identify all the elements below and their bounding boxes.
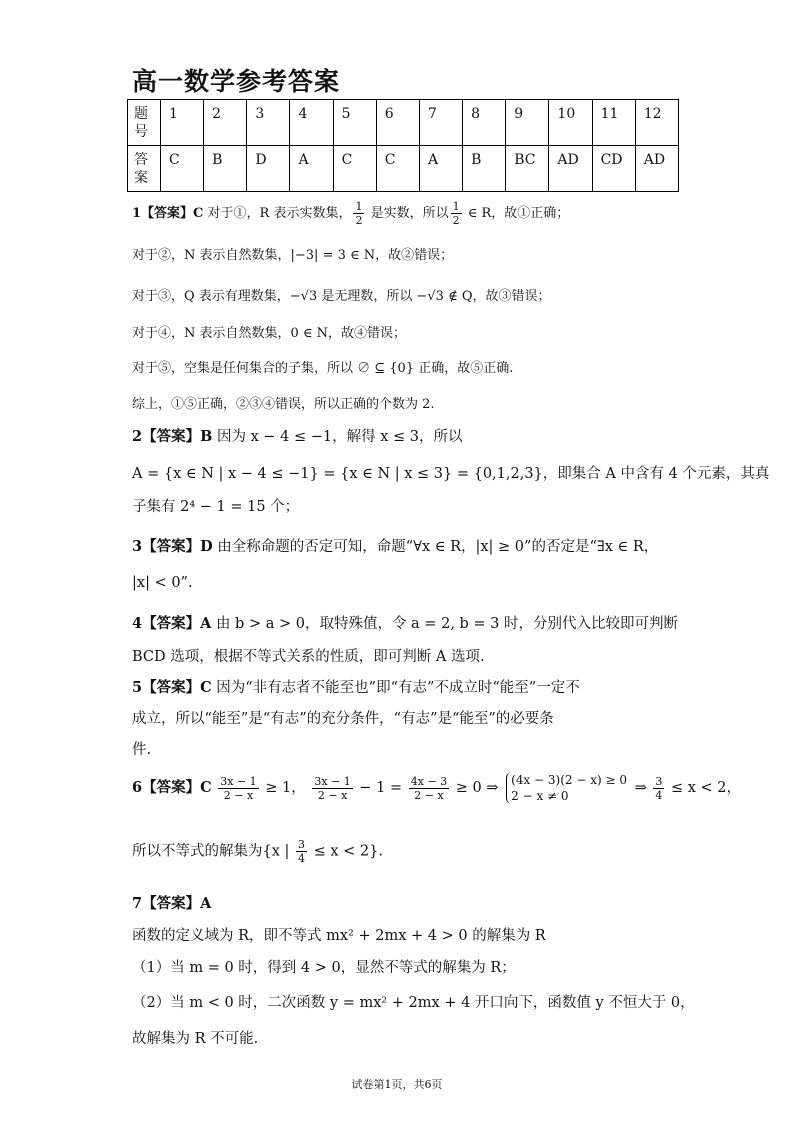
- q6-text: − 1 =: [354, 780, 403, 796]
- q6-text: {x |: [262, 843, 295, 860]
- table-cell: C: [161, 146, 204, 192]
- q2-text: 因为 x − 4 ≤ −1，解得 x ≤ 3，所以: [212, 429, 463, 445]
- table-cell: AD: [549, 146, 592, 192]
- table-header-number: 题号: [128, 100, 161, 146]
- q4-text: 由 b > a > 0，取特殊值，令 a = 2, b = 3 时，分别代入比较即可判断: [211, 616, 678, 632]
- fraction: $\frac{3x - 1}{2 - x}$: [314, 774, 351, 802]
- table-cell: BC: [506, 146, 549, 192]
- table-cell: AD: [635, 146, 678, 192]
- table-cell: 9: [506, 100, 549, 146]
- table-cell: 4: [290, 100, 333, 146]
- q1-line-1: [132, 200, 569, 227]
- fraction: $\frac{1}{2}$: [452, 200, 460, 227]
- table-cell: 1: [161, 100, 204, 146]
- q6-text: 所以不等式的解集为: [132, 843, 263, 860]
- q2-line-1: [132, 425, 462, 446]
- page-title: 高一数学参考答案: [132, 67, 341, 96]
- q1-line-4: 对于④，N 表示自然数集，0 ∈ N，故④错误；: [132, 326, 407, 341]
- table-cell: 2: [204, 100, 247, 146]
- q3-answer-label: 3【答案】D: [132, 538, 213, 555]
- q3-line-2: |x| < 0”.: [132, 575, 193, 591]
- table-cell: B: [204, 146, 247, 192]
- q6-text: ≤ x < 2}.: [309, 843, 383, 860]
- q6-text: ≥ 0 ⇒: [451, 780, 499, 796]
- table-row-numbers: [128, 100, 679, 146]
- q6-line-1: [132, 772, 741, 804]
- table-cell: 5: [333, 100, 376, 146]
- q6-text: ≥ 1，: [260, 780, 306, 796]
- q3-text: 由全称命题的否定可知，命题“∀x ∈ R，|x| ≥ 0”的否定是“∃x ∈ R，: [212, 539, 659, 555]
- q5-line-3: 件.: [132, 742, 152, 758]
- table-cell: 6: [376, 100, 419, 146]
- table-cell: CD: [592, 146, 635, 192]
- answer-table: [127, 99, 679, 192]
- q1-line-2: 对于②，N 表示自然数集，|−3| = 3 ∈ N，故②错误；: [132, 248, 454, 263]
- q1-answer-label: 1【答案】C: [132, 206, 204, 221]
- q6-text: ≤ x < 2，: [666, 780, 742, 796]
- table-cell: 11: [592, 100, 635, 146]
- q7-line-4: （2）当 m < 0 时，二次函数 y = mx² + 2mx + 4 开口向下，函数值 y 不恒大于 0，: [132, 995, 695, 1011]
- table-cell: A: [419, 146, 462, 192]
- q7-answer-label: 7【答案】A: [132, 895, 212, 912]
- q7-line-2: 函数的定义域为 R，即不等式 mx² + 2mx + 4 > 0 的解集为 R: [132, 928, 546, 944]
- q2-line-3: 子集有 2⁴ − 1 = 15 个；: [132, 499, 300, 515]
- table-cell: 8: [463, 100, 506, 146]
- table-cell: A: [290, 146, 333, 192]
- fraction: $\frac{3}{4}$: [655, 774, 663, 802]
- q7-line-5: 故解集为 R 不可能.: [132, 1031, 259, 1047]
- q5-line-2: 成立，所以“能至”是“有志”的充分条件，“有志”是“能至”的必要条: [132, 711, 554, 727]
- table-row-answers: [128, 146, 679, 192]
- q5-line-1: [132, 676, 580, 697]
- q5-answer-label: 5【答案】C: [132, 679, 212, 696]
- table-cell: 3: [247, 100, 290, 146]
- q1-line-3: 对于③，Q 表示有理数集，−√3 是无理数，所以 −√3 ∉ Q，故③错误；: [132, 289, 551, 304]
- q2-answer-label: 2【答案】B: [132, 428, 213, 445]
- table-cell: D: [247, 146, 290, 192]
- q6-answer-label: 6【答案】C: [132, 779, 212, 796]
- q4-line-1: [132, 612, 678, 633]
- table-header-answer: 答案: [128, 146, 161, 192]
- q1-line-5: 对于⑤，空集是任何集合的子集，所以 ∅ ⊆ {0} 正确，故⑤正确.: [132, 361, 514, 376]
- q4-answer-label: 4【答案】A: [132, 615, 212, 632]
- q4-line-2: BCD 选项，根据不等式关系的性质，即可判断 A 选项.: [132, 649, 485, 665]
- q6-line-2: [132, 838, 383, 865]
- q6-text: ⇒: [630, 780, 647, 796]
- q3-line-1: [132, 535, 658, 556]
- q1-text: 是实数，所以: [366, 206, 449, 221]
- q1-text: 对于①，R 表示实数集，: [203, 206, 352, 221]
- table-cell: C: [376, 146, 419, 192]
- q1-line-6: 综上，①⑤正确，②③④错误，所以正确的个数为 2.: [132, 397, 435, 412]
- q7-line-1: [132, 892, 211, 913]
- equation-system: (4x − 3)(2 − x) ≥ 0 2 − x ≠ 0: [506, 772, 627, 804]
- fraction: $\frac{3}{4}$: [298, 838, 306, 865]
- table-cell: 10: [549, 100, 592, 146]
- page-footer: 试卷第1页，共6页: [351, 1078, 443, 1091]
- table-cell: 7: [419, 100, 462, 146]
- q5-text: 因为“非有志者不能至也”即“有志”不成立时“能至”一定不: [211, 680, 580, 696]
- q1-text: ∈ R，故①正确；: [463, 206, 570, 221]
- table-cell: B: [463, 146, 506, 192]
- fraction: $\frac{1}{2}$: [355, 200, 363, 227]
- q7-line-3: （1）当 m = 0 时，得到 4 > 0，显然不等式的解集为 R；: [132, 960, 516, 976]
- fraction: $\frac{4x - 3}{2 - x}$: [410, 774, 448, 802]
- fraction: $\frac{3x - 1}{2 - x}$: [220, 774, 257, 802]
- q2-line-2: A = {x ∈ N | x − 4 ≤ −1} = {x ∈ N | x ≤ 3} = {0,1,2,3}，即集合 A 中含有 4 个元素，其真: [132, 466, 770, 482]
- table-cell: C: [333, 146, 376, 192]
- table-cell: 12: [635, 100, 678, 146]
